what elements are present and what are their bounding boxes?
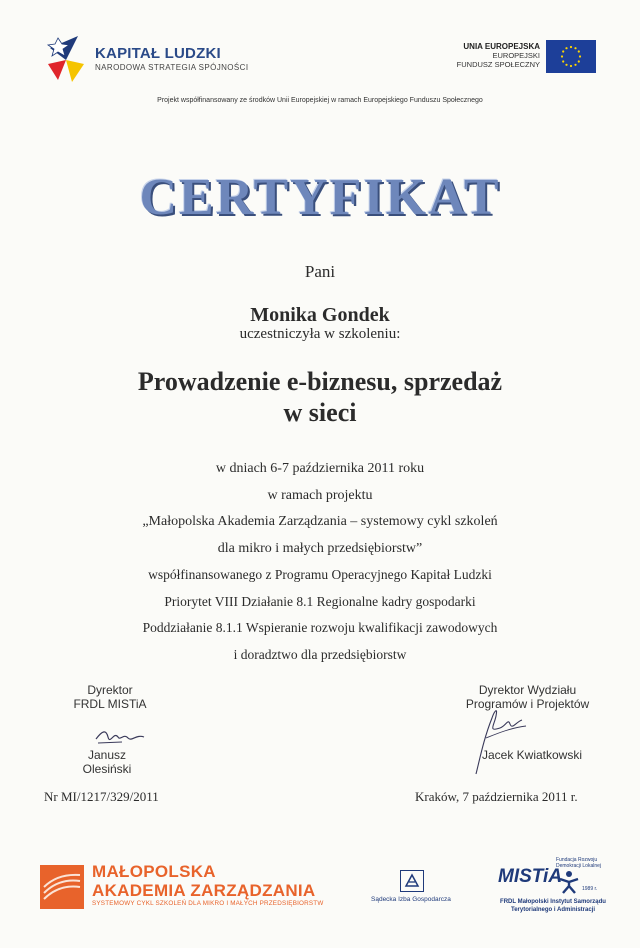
eu-label-line1: UNIA EUROPEJSKA: [463, 42, 540, 51]
right-signer-role-line1: Dyrektor Wydziału: [478, 683, 577, 697]
salutation: Pani: [304, 262, 336, 281]
body-line: w ramach projektu: [267, 487, 373, 503]
right-handwritten-signature-icon: [466, 698, 536, 776]
malopolska-line2: AKADEMIA ZARZĄDZANIA: [92, 881, 316, 900]
body-line: współfinansowanego z Programu Operacyjnego Kapitał Ludzki: [148, 567, 492, 582]
left-signer-name: Janusz Olesiński: [82, 748, 132, 776]
course-title-line2: w sieci: [283, 398, 357, 427]
mistia-logo: MISTiA: [498, 866, 563, 887]
body-line: Poddziałanie 8.1.1 Wspieranie rozwoju kwalifikacji zawodowych: [142, 620, 498, 635]
right-signer-name: Jacek Kwiatkowski: [481, 748, 583, 762]
fund-text-line1: Fundacja Rozwoju: [556, 857, 598, 863]
malopolska-line1: MAŁOPOLSKA: [92, 862, 216, 881]
body-line: Priorytet VIII Działanie 8.1 Regionalne kadry gospodarki: [164, 593, 476, 609]
body-line: „Małopolska Akademia Zarządzania – systemowy cykl szkoleń: [142, 514, 498, 529]
place-date: Kraków, 7 października 2011 r.: [415, 789, 578, 804]
mistia-subtitle: [478, 898, 628, 914]
certificate-body: [0, 456, 640, 668]
chamber-logo-icon: [400, 870, 424, 892]
mistia-subtitle-line2: Terytorialnego i Administracji: [510, 907, 596, 913]
kapital-ludzki-logo-icon: [44, 28, 92, 84]
body-line: dla mikro i małych przedsiębiorstw”: [217, 540, 423, 556]
left-handwritten-signature-icon: [92, 725, 148, 749]
participation-text: uczestniczyła w szkoleniu:: [239, 326, 401, 342]
left-signature-block: [40, 683, 180, 711]
eu-label-line3: FUNDUSZ SPOŁECZNY: [456, 60, 540, 69]
course-title: [0, 366, 640, 428]
eu-label-line2: EUROPEJSKI: [492, 51, 540, 60]
body-line: w dniach 6-7 października 2011 roku: [215, 461, 425, 476]
mistia-subtitle-line1: FRDL Małopolski Instytut Samorządu: [500, 899, 606, 905]
program-logo-title: KAPITAŁ LUDZKI: [95, 45, 221, 62]
left-signer-role-line2: FRDL MISTiA: [73, 697, 147, 711]
program-logo-subtitle: NARODOWA STRATEGIA SPÓJNOŚCI: [95, 63, 249, 72]
fund-text: [556, 857, 606, 869]
frdl-figure-icon: [558, 870, 580, 894]
right-signer-role-line2: Programów i Projektów: [465, 697, 590, 711]
eu-flag-icon: [546, 40, 596, 73]
left-signer-role-line1: Dyrektor: [87, 683, 133, 697]
malopolska-line3: SYSTEMOWY CYKL SZKOLEŃ DLA MIKRO I MAŁYCH PRZEDSIĘBIORSTW: [92, 900, 324, 907]
eu-label: [380, 42, 540, 69]
malopolska-akademia-logo-icon: [40, 865, 84, 909]
chamber-name: Sądecka Izba Gospodarcza: [371, 896, 451, 903]
fund-text-line2: Demokracji Lokalnej: [556, 863, 602, 869]
fund-year: 1989 r.: [582, 886, 598, 892]
recipient-name: Monika Gondek: [250, 304, 390, 326]
body-line: i doradztwo dla przedsiębiorstw: [233, 646, 407, 662]
course-title-line1: Prowadzenie e-biznesu, sprzedaż: [137, 367, 503, 396]
certificate-number: Nr MI/1217/329/2011: [44, 789, 159, 804]
certificate-title: CERTYFIKAT: [139, 169, 501, 226]
cofinancing-note: Projekt współfinansowany ze środków Unii Europejskiej w ramach Europejskiego Funduszu Społecznego: [157, 97, 483, 104]
